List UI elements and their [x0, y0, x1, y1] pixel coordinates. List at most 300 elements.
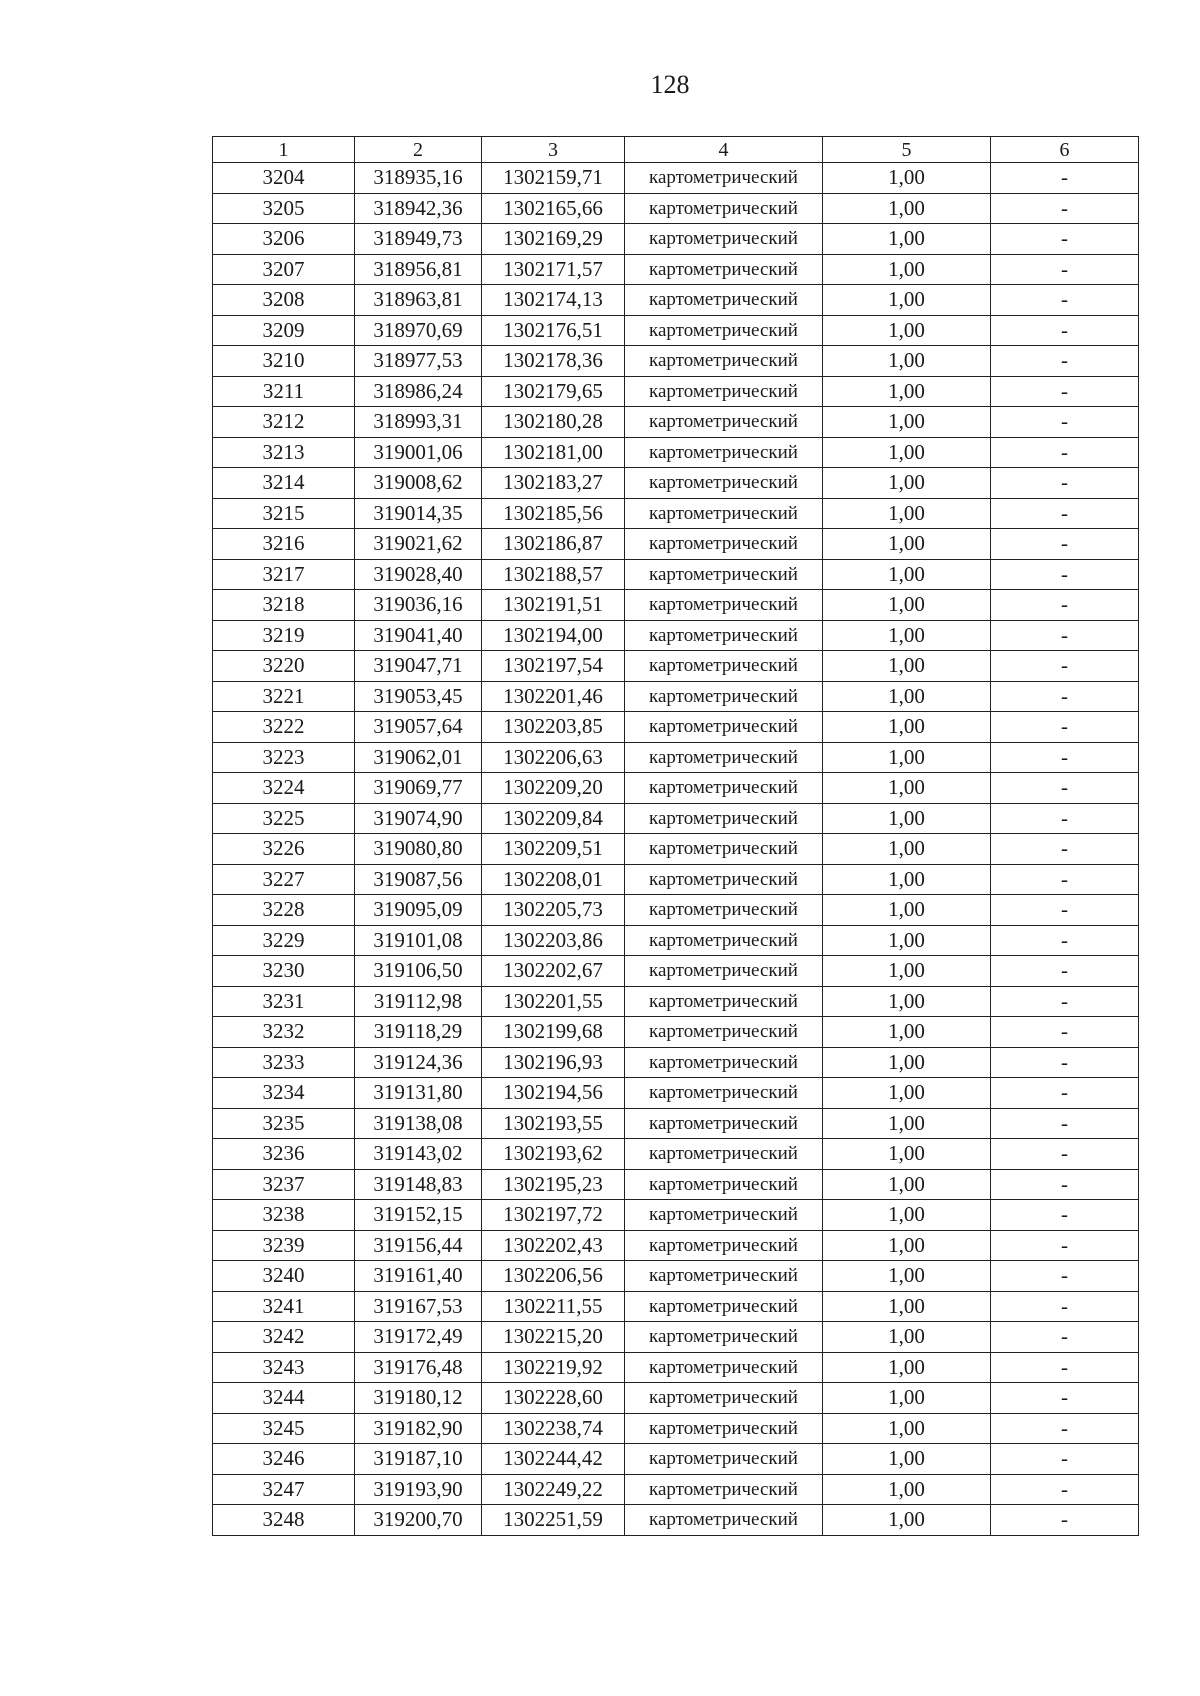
method-cell: картометрический	[625, 651, 823, 682]
y-coordinate-cell: 1302203,85	[482, 712, 625, 743]
method-cell: картометрический	[625, 285, 823, 316]
y-coordinate-cell: 1302201,55	[482, 986, 625, 1017]
method-cell: картометрический	[625, 895, 823, 926]
accuracy-cell: 1,00	[823, 803, 991, 834]
accuracy-cell: 1,00	[823, 1078, 991, 1109]
description-cell: -	[991, 1413, 1139, 1444]
accuracy-cell: 1,00	[823, 1139, 991, 1170]
method-cell: картометрический	[625, 1139, 823, 1170]
point-number-cell: 3238	[213, 1200, 355, 1231]
table-row	[213, 285, 1139, 316]
x-coordinate-cell: 319167,53	[355, 1291, 482, 1322]
point-number-cell: 3235	[213, 1108, 355, 1139]
description-cell: -	[991, 712, 1139, 743]
y-coordinate-cell: 1302206,63	[482, 742, 625, 773]
table-row	[213, 986, 1139, 1017]
table-row	[213, 376, 1139, 407]
table-row	[213, 895, 1139, 926]
column-header: 1	[213, 137, 355, 163]
y-coordinate-cell: 1302202,67	[482, 956, 625, 987]
accuracy-cell: 1,00	[823, 681, 991, 712]
description-cell: -	[991, 803, 1139, 834]
table-body	[213, 163, 1139, 1536]
table-row	[213, 1230, 1139, 1261]
accuracy-cell: 1,00	[823, 1169, 991, 1200]
x-coordinate-cell: 319074,90	[355, 803, 482, 834]
y-coordinate-cell: 1302181,00	[482, 437, 625, 468]
accuracy-cell: 1,00	[823, 1505, 991, 1536]
method-cell: картометрический	[625, 925, 823, 956]
x-coordinate-cell: 319087,56	[355, 864, 482, 895]
method-cell: картометрический	[625, 376, 823, 407]
point-number-cell: 3205	[213, 193, 355, 224]
accuracy-cell: 1,00	[823, 1017, 991, 1048]
table-row	[213, 1169, 1139, 1200]
table-row	[213, 1261, 1139, 1292]
x-coordinate-cell: 319124,36	[355, 1047, 482, 1078]
description-cell: -	[991, 1383, 1139, 1414]
method-cell: картометрический	[625, 1200, 823, 1231]
y-coordinate-cell: 1302183,27	[482, 468, 625, 499]
accuracy-cell: 1,00	[823, 1383, 991, 1414]
description-cell: -	[991, 529, 1139, 560]
x-coordinate-cell: 319069,77	[355, 773, 482, 804]
x-coordinate-cell: 318942,36	[355, 193, 482, 224]
table-row	[213, 498, 1139, 529]
x-coordinate-cell: 319112,98	[355, 986, 482, 1017]
coordinates-table	[212, 136, 1139, 1536]
y-coordinate-cell: 1302193,55	[482, 1108, 625, 1139]
description-cell: -	[991, 468, 1139, 499]
y-coordinate-cell: 1302205,73	[482, 895, 625, 926]
method-cell: картометрический	[625, 1261, 823, 1292]
point-number-cell: 3225	[213, 803, 355, 834]
accuracy-cell: 1,00	[823, 590, 991, 621]
point-number-cell: 3211	[213, 376, 355, 407]
point-number-cell: 3237	[213, 1169, 355, 1200]
accuracy-cell: 1,00	[823, 986, 991, 1017]
y-coordinate-cell: 1302201,46	[482, 681, 625, 712]
point-number-cell: 3245	[213, 1413, 355, 1444]
accuracy-cell: 1,00	[823, 651, 991, 682]
method-cell: картометрический	[625, 834, 823, 865]
description-cell: -	[991, 1291, 1139, 1322]
point-number-cell: 3222	[213, 712, 355, 743]
method-cell: картометрический	[625, 712, 823, 743]
table-row	[213, 1047, 1139, 1078]
method-cell: картометрический	[625, 1169, 823, 1200]
description-cell: -	[991, 986, 1139, 1017]
accuracy-cell: 1,00	[823, 742, 991, 773]
point-number-cell: 3221	[213, 681, 355, 712]
description-cell: -	[991, 346, 1139, 377]
method-cell: картометрический	[625, 742, 823, 773]
y-coordinate-cell: 1302251,59	[482, 1505, 625, 1536]
y-coordinate-cell: 1302219,92	[482, 1352, 625, 1383]
table-row	[213, 193, 1139, 224]
point-number-cell: 3240	[213, 1261, 355, 1292]
x-coordinate-cell: 319014,35	[355, 498, 482, 529]
x-coordinate-cell: 319118,29	[355, 1017, 482, 1048]
method-cell: картометрический	[625, 498, 823, 529]
method-cell: картометрический	[625, 407, 823, 438]
point-number-cell: 3229	[213, 925, 355, 956]
method-cell: картометрический	[625, 193, 823, 224]
point-number-cell: 3209	[213, 315, 355, 346]
description-cell: -	[991, 956, 1139, 987]
description-cell: -	[991, 1230, 1139, 1261]
description-cell: -	[991, 1047, 1139, 1078]
description-cell: -	[991, 1200, 1139, 1231]
table-row	[213, 590, 1139, 621]
table-row	[213, 956, 1139, 987]
description-cell: -	[991, 1108, 1139, 1139]
table-row	[213, 1108, 1139, 1139]
x-coordinate-cell: 319062,01	[355, 742, 482, 773]
method-cell: картометрический	[625, 1291, 823, 1322]
method-cell: картометрический	[625, 437, 823, 468]
method-cell: картометрический	[625, 803, 823, 834]
method-cell: картометрический	[625, 254, 823, 285]
point-number-cell: 3223	[213, 742, 355, 773]
x-coordinate-cell: 319106,50	[355, 956, 482, 987]
accuracy-cell: 1,00	[823, 468, 991, 499]
table-row	[213, 407, 1139, 438]
point-number-cell: 3208	[213, 285, 355, 316]
description-cell: -	[991, 651, 1139, 682]
y-coordinate-cell: 1302194,56	[482, 1078, 625, 1109]
point-number-cell: 3244	[213, 1383, 355, 1414]
x-coordinate-cell: 318935,16	[355, 163, 482, 194]
x-coordinate-cell: 318963,81	[355, 285, 482, 316]
method-cell: картометрический	[625, 559, 823, 590]
method-cell: картометрический	[625, 590, 823, 621]
point-number-cell: 3210	[213, 346, 355, 377]
description-cell: -	[991, 925, 1139, 956]
description-cell: -	[991, 864, 1139, 895]
point-number-cell: 3234	[213, 1078, 355, 1109]
point-number-cell: 3231	[213, 986, 355, 1017]
x-coordinate-cell: 319182,90	[355, 1413, 482, 1444]
y-coordinate-cell: 1302180,28	[482, 407, 625, 438]
method-cell: картометрический	[625, 620, 823, 651]
table-row	[213, 1383, 1139, 1414]
y-coordinate-cell: 1302185,56	[482, 498, 625, 529]
point-number-cell: 3232	[213, 1017, 355, 1048]
point-number-cell: 3213	[213, 437, 355, 468]
y-coordinate-cell: 1302176,51	[482, 315, 625, 346]
y-coordinate-cell: 1302197,72	[482, 1200, 625, 1231]
description-cell: -	[991, 742, 1139, 773]
description-cell: -	[991, 895, 1139, 926]
table-row	[213, 803, 1139, 834]
point-number-cell: 3236	[213, 1139, 355, 1170]
x-coordinate-cell: 319036,16	[355, 590, 482, 621]
x-coordinate-cell: 319131,80	[355, 1078, 482, 1109]
y-coordinate-cell: 1302195,23	[482, 1169, 625, 1200]
x-coordinate-cell: 319053,45	[355, 681, 482, 712]
accuracy-cell: 1,00	[823, 864, 991, 895]
table-row	[213, 254, 1139, 285]
accuracy-cell: 1,00	[823, 1413, 991, 1444]
accuracy-cell: 1,00	[823, 1200, 991, 1231]
accuracy-cell: 1,00	[823, 346, 991, 377]
x-coordinate-cell: 319021,62	[355, 529, 482, 560]
description-cell: -	[991, 407, 1139, 438]
table-row	[213, 620, 1139, 651]
point-number-cell: 3220	[213, 651, 355, 682]
method-cell: картометрический	[625, 1413, 823, 1444]
method-cell: картометрический	[625, 315, 823, 346]
description-cell: -	[991, 620, 1139, 651]
description-cell: -	[991, 285, 1139, 316]
table-row	[213, 346, 1139, 377]
accuracy-cell: 1,00	[823, 254, 991, 285]
accuracy-cell: 1,00	[823, 773, 991, 804]
description-cell: -	[991, 773, 1139, 804]
y-coordinate-cell: 1302193,62	[482, 1139, 625, 1170]
point-number-cell: 3219	[213, 620, 355, 651]
description-cell: -	[991, 163, 1139, 194]
accuracy-cell: 1,00	[823, 956, 991, 987]
accuracy-cell: 1,00	[823, 437, 991, 468]
x-coordinate-cell: 319187,10	[355, 1444, 482, 1475]
table-row	[213, 864, 1139, 895]
description-cell: -	[991, 681, 1139, 712]
description-cell: -	[991, 498, 1139, 529]
table-row	[213, 834, 1139, 865]
x-coordinate-cell: 318949,73	[355, 224, 482, 255]
description-cell: -	[991, 376, 1139, 407]
point-number-cell: 3239	[213, 1230, 355, 1261]
description-cell: -	[991, 437, 1139, 468]
point-number-cell: 3207	[213, 254, 355, 285]
x-coordinate-cell: 319148,83	[355, 1169, 482, 1200]
accuracy-cell: 1,00	[823, 925, 991, 956]
method-cell: картометрический	[625, 163, 823, 194]
x-coordinate-cell: 319138,08	[355, 1108, 482, 1139]
x-coordinate-cell: 319156,44	[355, 1230, 482, 1261]
x-coordinate-cell: 319008,62	[355, 468, 482, 499]
x-coordinate-cell: 319152,15	[355, 1200, 482, 1231]
description-cell: -	[991, 1261, 1139, 1292]
accuracy-cell: 1,00	[823, 285, 991, 316]
x-coordinate-cell: 319101,08	[355, 925, 482, 956]
table-row	[213, 681, 1139, 712]
point-number-cell: 3204	[213, 163, 355, 194]
accuracy-cell: 1,00	[823, 1444, 991, 1475]
description-cell: -	[991, 1169, 1139, 1200]
description-cell: -	[991, 193, 1139, 224]
page-number: 128	[650, 70, 690, 99]
point-number-cell: 3217	[213, 559, 355, 590]
y-coordinate-cell: 1302244,42	[482, 1444, 625, 1475]
table-row	[213, 1505, 1139, 1536]
y-coordinate-cell: 1302203,86	[482, 925, 625, 956]
x-coordinate-cell: 319001,06	[355, 437, 482, 468]
method-cell: картометрический	[625, 529, 823, 560]
x-coordinate-cell: 319193,90	[355, 1474, 482, 1505]
y-coordinate-cell: 1302211,55	[482, 1291, 625, 1322]
x-coordinate-cell: 319080,80	[355, 834, 482, 865]
accuracy-cell: 1,00	[823, 1352, 991, 1383]
method-cell: картометрический	[625, 1047, 823, 1078]
description-cell: -	[991, 1352, 1139, 1383]
accuracy-cell: 1,00	[823, 712, 991, 743]
method-cell: картометрический	[625, 986, 823, 1017]
point-number-cell: 3226	[213, 834, 355, 865]
x-coordinate-cell: 319180,12	[355, 1383, 482, 1414]
x-coordinate-cell: 319057,64	[355, 712, 482, 743]
y-coordinate-cell: 1302169,29	[482, 224, 625, 255]
method-cell: картометрический	[625, 1505, 823, 1536]
y-coordinate-cell: 1302191,51	[482, 590, 625, 621]
accuracy-cell: 1,00	[823, 1474, 991, 1505]
accuracy-cell: 1,00	[823, 1047, 991, 1078]
method-cell: картометрический	[625, 468, 823, 499]
description-cell: -	[991, 1505, 1139, 1536]
column-header: 2	[355, 137, 482, 163]
description-cell: -	[991, 1322, 1139, 1353]
method-cell: картометрический	[625, 346, 823, 377]
column-header: 4	[625, 137, 823, 163]
point-number-cell: 3227	[213, 864, 355, 895]
y-coordinate-cell: 1302178,36	[482, 346, 625, 377]
y-coordinate-cell: 1302194,00	[482, 620, 625, 651]
table-row	[213, 1139, 1139, 1170]
table-header-row	[213, 137, 1139, 163]
y-coordinate-cell: 1302209,20	[482, 773, 625, 804]
y-coordinate-cell: 1302188,57	[482, 559, 625, 590]
accuracy-cell: 1,00	[823, 224, 991, 255]
table-row	[213, 1322, 1139, 1353]
point-number-cell: 3241	[213, 1291, 355, 1322]
point-number-cell: 3228	[213, 895, 355, 926]
column-header: 5	[823, 137, 991, 163]
y-coordinate-cell: 1302174,13	[482, 285, 625, 316]
accuracy-cell: 1,00	[823, 1230, 991, 1261]
accuracy-cell: 1,00	[823, 1261, 991, 1292]
method-cell: картометрический	[625, 1322, 823, 1353]
y-coordinate-cell: 1302186,87	[482, 529, 625, 560]
method-cell: картометрический	[625, 681, 823, 712]
method-cell: картометрический	[625, 1383, 823, 1414]
method-cell: картометрический	[625, 1352, 823, 1383]
table-row	[213, 1078, 1139, 1109]
description-cell: -	[991, 224, 1139, 255]
point-number-cell: 3206	[213, 224, 355, 255]
y-coordinate-cell: 1302249,22	[482, 1474, 625, 1505]
y-coordinate-cell: 1302202,43	[482, 1230, 625, 1261]
y-coordinate-cell: 1302209,51	[482, 834, 625, 865]
x-coordinate-cell: 319176,48	[355, 1352, 482, 1383]
method-cell: картометрический	[625, 956, 823, 987]
accuracy-cell: 1,00	[823, 1108, 991, 1139]
accuracy-cell: 1,00	[823, 529, 991, 560]
description-cell: -	[991, 1474, 1139, 1505]
y-coordinate-cell: 1302197,54	[482, 651, 625, 682]
method-cell: картометрический	[625, 1078, 823, 1109]
point-number-cell: 3212	[213, 407, 355, 438]
column-header: 6	[991, 137, 1139, 163]
point-number-cell: 3246	[213, 1444, 355, 1475]
table-row	[213, 1291, 1139, 1322]
point-number-cell: 3218	[213, 590, 355, 621]
accuracy-cell: 1,00	[823, 620, 991, 651]
accuracy-cell: 1,00	[823, 498, 991, 529]
table-row	[213, 712, 1139, 743]
y-coordinate-cell: 1302209,84	[482, 803, 625, 834]
table-row	[213, 1413, 1139, 1444]
table-row	[213, 529, 1139, 560]
x-coordinate-cell: 319047,71	[355, 651, 482, 682]
y-coordinate-cell: 1302165,66	[482, 193, 625, 224]
table-row	[213, 468, 1139, 499]
table-row	[213, 651, 1139, 682]
table-row	[213, 1352, 1139, 1383]
accuracy-cell: 1,00	[823, 1291, 991, 1322]
table-row	[213, 224, 1139, 255]
x-coordinate-cell: 318993,31	[355, 407, 482, 438]
table-row	[213, 1017, 1139, 1048]
method-cell: картометрический	[625, 1230, 823, 1261]
table-row	[213, 559, 1139, 590]
x-coordinate-cell: 318977,53	[355, 346, 482, 377]
x-coordinate-cell: 319028,40	[355, 559, 482, 590]
x-coordinate-cell: 319095,09	[355, 895, 482, 926]
description-cell: -	[991, 1017, 1139, 1048]
point-number-cell: 3224	[213, 773, 355, 804]
description-cell: -	[991, 1078, 1139, 1109]
point-number-cell: 3215	[213, 498, 355, 529]
x-coordinate-cell: 318956,81	[355, 254, 482, 285]
y-coordinate-cell: 1302228,60	[482, 1383, 625, 1414]
point-number-cell: 3243	[213, 1352, 355, 1383]
method-cell: картометрический	[625, 773, 823, 804]
table-row	[213, 1200, 1139, 1231]
description-cell: -	[991, 1444, 1139, 1475]
accuracy-cell: 1,00	[823, 163, 991, 194]
accuracy-cell: 1,00	[823, 376, 991, 407]
description-cell: -	[991, 834, 1139, 865]
x-coordinate-cell: 318986,24	[355, 376, 482, 407]
method-cell: картометрический	[625, 864, 823, 895]
description-cell: -	[991, 590, 1139, 621]
accuracy-cell: 1,00	[823, 1322, 991, 1353]
y-coordinate-cell: 1302196,93	[482, 1047, 625, 1078]
table-row	[213, 925, 1139, 956]
point-number-cell: 3247	[213, 1474, 355, 1505]
accuracy-cell: 1,00	[823, 315, 991, 346]
y-coordinate-cell: 1302171,57	[482, 254, 625, 285]
x-coordinate-cell: 319161,40	[355, 1261, 482, 1292]
accuracy-cell: 1,00	[823, 895, 991, 926]
point-number-cell: 3230	[213, 956, 355, 987]
accuracy-cell: 1,00	[823, 193, 991, 224]
y-coordinate-cell: 1302179,65	[482, 376, 625, 407]
point-number-cell: 3233	[213, 1047, 355, 1078]
y-coordinate-cell: 1302199,68	[482, 1017, 625, 1048]
table-row	[213, 773, 1139, 804]
accuracy-cell: 1,00	[823, 834, 991, 865]
table-row	[213, 163, 1139, 194]
accuracy-cell: 1,00	[823, 559, 991, 590]
point-number-cell: 3214	[213, 468, 355, 499]
x-coordinate-cell: 319041,40	[355, 620, 482, 651]
table-row	[213, 315, 1139, 346]
table-row	[213, 1474, 1139, 1505]
table-row	[213, 437, 1139, 468]
